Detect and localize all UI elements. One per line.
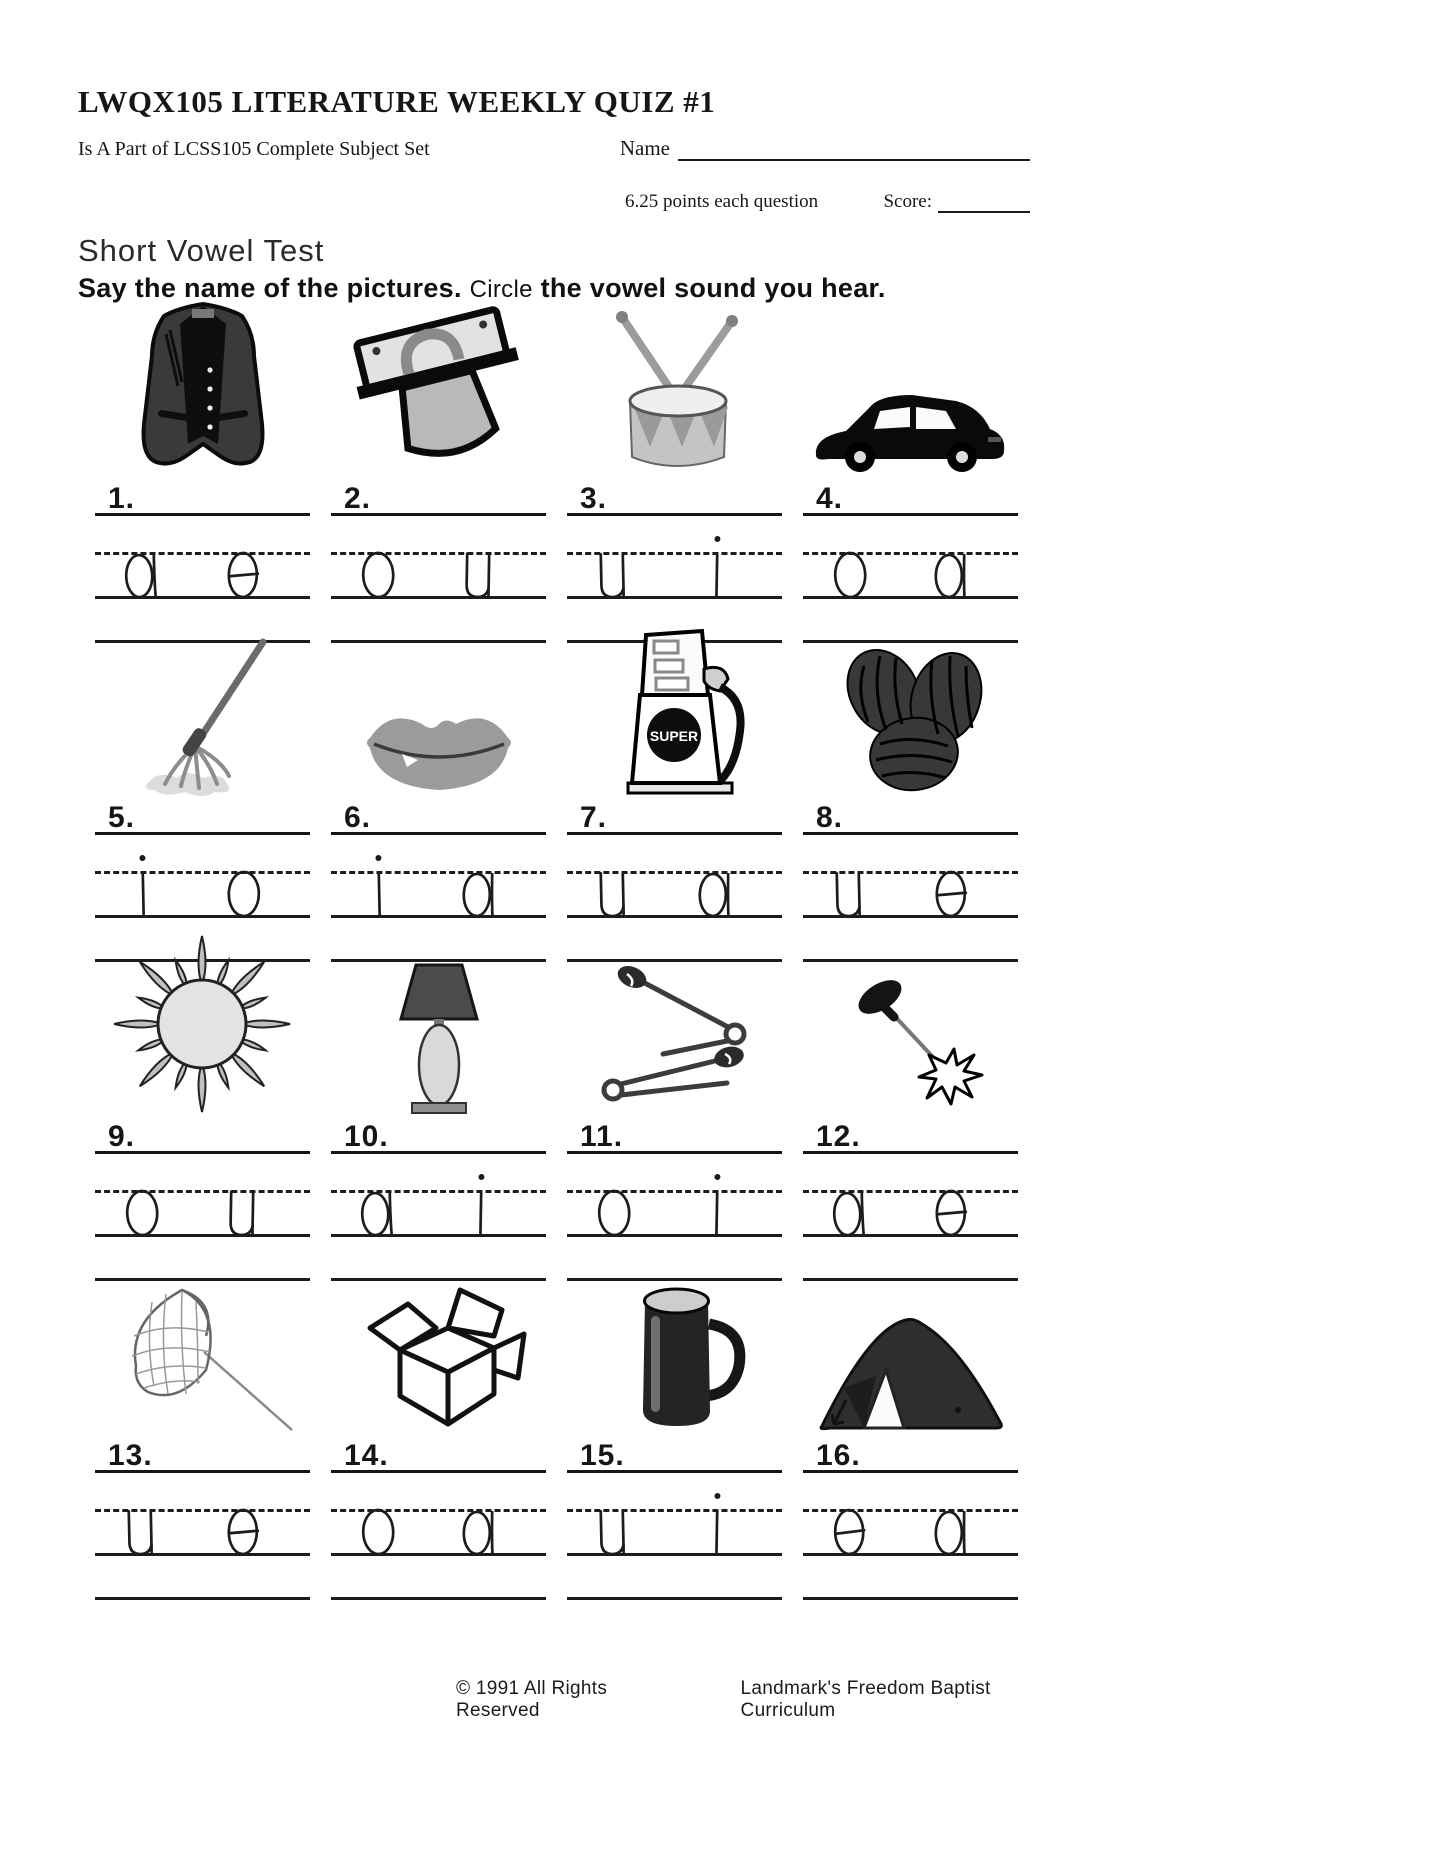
item-number: 7.	[580, 800, 608, 834]
vowel-letter[interactable]	[830, 850, 871, 919]
score-label: Score:	[883, 191, 932, 212]
mug-image	[567, 1279, 782, 1436]
vowel-letter[interactable]	[122, 1488, 163, 1557]
points-text: 6.25 points each question	[625, 191, 819, 212]
guide-bottom-line	[95, 1597, 310, 1600]
quiz-item	[95, 322, 310, 641]
item-number-row	[95, 479, 310, 516]
quiz-item	[567, 641, 782, 960]
vowel-letter[interactable]	[932, 531, 973, 600]
vowel-letter[interactable]	[696, 850, 737, 919]
tent-image	[803, 1279, 1018, 1436]
item-number: 13.	[108, 1438, 153, 1472]
quiz-item	[803, 1279, 1018, 1598]
instruction-part3: the vowel sound you hear.	[540, 273, 886, 303]
vowel-letter[interactable]	[830, 531, 871, 600]
quiz-item	[95, 1279, 310, 1598]
quiz-item	[803, 960, 1018, 1279]
net-image	[95, 1279, 310, 1436]
item-number: 8.	[816, 800, 844, 834]
drum-image	[567, 322, 782, 479]
guide-bottom-line	[803, 1597, 1018, 1600]
vowel-letter[interactable]	[358, 1488, 399, 1557]
vowel-letter[interactable]	[224, 850, 265, 919]
item-number: 3.	[580, 481, 608, 515]
nuts-image	[803, 641, 1018, 798]
writing-guide	[331, 1473, 546, 1603]
vowel-letter[interactable]	[122, 531, 163, 600]
writing-guide	[567, 1473, 782, 1603]
item-number-row	[331, 798, 546, 835]
writing-guide	[95, 1154, 310, 1284]
item-number-row	[567, 479, 782, 516]
vowel-letter[interactable]	[224, 1488, 265, 1557]
vowel-letter[interactable]	[460, 1488, 501, 1557]
writing-guide	[803, 516, 1018, 646]
sun-image	[95, 960, 310, 1117]
item-number-row	[803, 1436, 1018, 1473]
page-title: LWQX105 LITERATURE WEEKLY QUIZ #1	[78, 84, 716, 119]
vowel-letter[interactable]	[358, 531, 399, 600]
vowel-letter[interactable]	[932, 850, 973, 919]
item-number-row	[331, 479, 546, 516]
vowel-letter[interactable]	[594, 531, 635, 600]
writing-guide	[331, 835, 546, 965]
writing-guide	[803, 1473, 1018, 1603]
vowel-letter[interactable]	[358, 1169, 399, 1238]
vowel-letter[interactable]	[830, 1488, 871, 1557]
quiz-item	[331, 322, 546, 641]
item-number-row	[95, 798, 310, 835]
instruction-part1: Say the name of the pictures.	[78, 273, 462, 303]
box-image	[331, 1279, 546, 1436]
score-field-group	[883, 191, 1030, 213]
vowel-letter[interactable]	[696, 1488, 737, 1557]
guide-bottom-line	[331, 1597, 546, 1600]
item-number: 1.	[108, 481, 136, 515]
safety-pins-image	[567, 960, 782, 1117]
vowel-letter[interactable]	[224, 1169, 265, 1238]
publisher-text: Landmark's Freedom Baptist Curriculum	[740, 1678, 991, 1721]
item-number: 9.	[108, 1119, 136, 1153]
item-number: 10.	[344, 1119, 389, 1153]
item-number-row	[803, 798, 1018, 835]
quiz-item	[95, 960, 310, 1279]
writing-guide	[331, 516, 546, 646]
quiz-item	[567, 1279, 782, 1598]
item-number-row	[803, 479, 1018, 516]
quiz-item	[95, 641, 310, 960]
name-blank-line	[678, 137, 1030, 161]
instruction-part2: Circle	[469, 276, 533, 303]
quiz-item	[331, 641, 546, 960]
vowel-letter[interactable]	[460, 1169, 501, 1238]
vowel-letter[interactable]	[594, 1169, 635, 1238]
item-number-row	[331, 1436, 546, 1473]
writing-guide	[331, 1154, 546, 1284]
vowel-letter[interactable]	[594, 1488, 635, 1557]
writing-guide	[567, 835, 782, 965]
gas-pump-image	[567, 641, 782, 798]
score-blank-line	[938, 191, 1030, 213]
item-number: 4.	[816, 481, 844, 515]
quiz-item	[331, 960, 546, 1279]
quiz-item	[567, 322, 782, 641]
vowel-letter[interactable]	[224, 531, 265, 600]
page-footer	[78, 1678, 1030, 1722]
guide-bottom-line	[567, 1597, 782, 1600]
item-number-row	[567, 1117, 782, 1154]
vowel-letter[interactable]	[122, 1169, 163, 1238]
item-number: 6.	[344, 800, 372, 834]
item-number-row	[95, 1436, 310, 1473]
item-number: 2.	[344, 481, 372, 515]
quiz-item	[803, 322, 1018, 641]
vowel-letter[interactable]	[932, 1488, 973, 1557]
item-number-row	[567, 1436, 782, 1473]
item-number-row	[331, 1117, 546, 1154]
item-number-row	[95, 1117, 310, 1154]
writing-guide	[95, 1473, 310, 1603]
quiz-item	[803, 641, 1018, 960]
car-image	[803, 322, 1018, 479]
vowel-letter[interactable]	[932, 1169, 973, 1238]
item-number: 11.	[580, 1119, 624, 1153]
quiz-grid	[95, 322, 1030, 1598]
lock-image	[331, 322, 546, 479]
vowel-letter[interactable]	[696, 1169, 737, 1238]
name-label: Name	[619, 136, 670, 160]
mop-image	[95, 641, 310, 798]
item-number: 16.	[816, 1438, 861, 1472]
writing-guide	[803, 835, 1018, 965]
gas-pump-label: SUPER	[649, 728, 699, 744]
item-number: 12.	[816, 1119, 861, 1153]
vowel-letter[interactable]	[122, 850, 163, 919]
name-field-group	[620, 136, 1030, 161]
item-number: 14.	[344, 1438, 389, 1472]
item-number: 5.	[108, 800, 136, 834]
lips-image	[331, 641, 546, 798]
vowel-letter[interactable]	[594, 850, 635, 919]
lamp-image	[331, 960, 546, 1117]
vowel-letter[interactable]	[696, 531, 737, 600]
vowel-letter[interactable]	[358, 850, 399, 919]
copyright-text: © 1991 All Rights Reserved	[456, 1678, 608, 1721]
writing-guide	[95, 516, 310, 646]
vowel-letter[interactable]	[460, 850, 501, 919]
section-heading: Short Vowel Test	[78, 233, 325, 268]
item-number: 15.	[580, 1438, 625, 1472]
vest-image	[95, 322, 310, 479]
tack-image	[803, 960, 1018, 1117]
quiz-item	[567, 960, 782, 1279]
quiz-item	[331, 1279, 546, 1598]
vowel-letter[interactable]	[460, 531, 501, 600]
item-number-row	[567, 798, 782, 835]
subtitle: Is A Part of LCSS105 Complete Subject Set	[78, 138, 430, 160]
item-number-row	[803, 1117, 1018, 1154]
vowel-letter[interactable]	[830, 1169, 871, 1238]
writing-guide	[803, 1154, 1018, 1284]
writing-guide	[567, 1154, 782, 1284]
